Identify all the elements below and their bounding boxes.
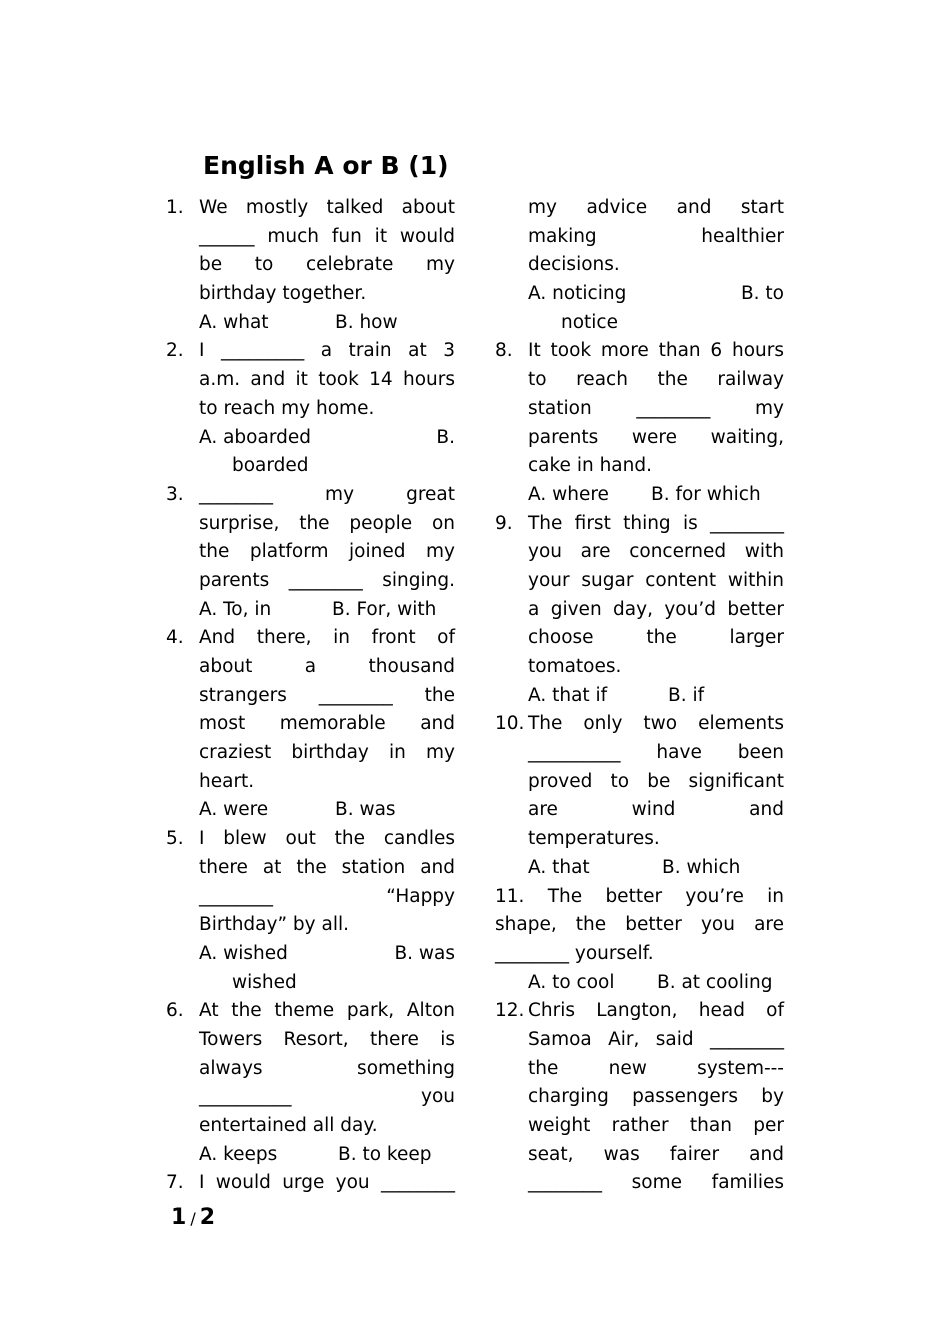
option-b: B. if — [668, 684, 705, 706]
text-line — [166, 337, 455, 366]
question-text: It took more than 6 hours — [528, 340, 784, 362]
option-a: A. wished — [199, 942, 288, 964]
question-text: I would urge you ________ — [199, 1172, 455, 1194]
page-indicator — [171, 1204, 215, 1233]
text-line — [166, 653, 455, 682]
question-text: __________ you — [199, 1086, 455, 1108]
text-line — [166, 223, 455, 252]
text-line — [495, 768, 784, 797]
option-b: B. to — [740, 283, 784, 305]
question-text: __________ have been — [528, 742, 784, 764]
question-text: And there, in front of — [199, 627, 455, 649]
text-line — [166, 1169, 455, 1198]
question-text: ________ some families — [528, 1172, 784, 1194]
text-line — [166, 1055, 455, 1084]
text-line — [166, 682, 455, 711]
question-text: ________ “Happy — [199, 885, 455, 907]
question-text: always something — [199, 1057, 455, 1079]
text-line — [166, 883, 455, 912]
text-line — [495, 596, 784, 625]
question-text: The only two elements — [528, 713, 784, 735]
question-number: 7. — [166, 1172, 184, 1194]
question-text: to reach my home. — [199, 397, 375, 419]
question-text: 11. The better you’re in — [495, 885, 784, 907]
question-number: 12. — [495, 1000, 525, 1022]
question-text: heart. — [199, 770, 255, 792]
text-line — [495, 223, 784, 252]
question-text: my advice and start — [528, 197, 784, 218]
text-line — [166, 624, 455, 653]
question-text: there at the station and — [199, 856, 455, 878]
question-text: decisions. — [528, 254, 620, 276]
question-text: a given day, you’d better — [528, 598, 784, 620]
text-line — [495, 510, 784, 539]
text-line — [166, 538, 455, 567]
question-text: We mostly talked about — [199, 197, 455, 218]
question-text: craziest birthday in my — [199, 742, 455, 764]
option-b: B. at cooling — [657, 971, 773, 993]
text-line — [495, 567, 784, 596]
text-line — [495, 194, 784, 223]
page-number: 1 — [171, 1205, 187, 1230]
question-text: entertained all day. — [199, 1115, 378, 1136]
question-text: Birthday” by all. — [199, 914, 349, 936]
option-continuation: boarded — [232, 455, 309, 477]
text-line — [495, 481, 784, 510]
option-a: A. noticing — [528, 283, 627, 305]
question-text: Chris Langton, head of — [528, 1000, 784, 1022]
text-line — [166, 739, 455, 768]
option-b: B. how — [335, 311, 398, 333]
question-text: charging passengers by — [528, 1086, 784, 1108]
text-line — [495, 653, 784, 682]
question-text: Samoa Air, said ________ — [528, 1028, 784, 1050]
question-text: ______ much fun it would — [199, 225, 455, 247]
text-line — [166, 194, 455, 223]
question-number: 6. — [166, 1000, 184, 1022]
text-line — [495, 1141, 784, 1170]
option-continuation: wished — [232, 971, 297, 993]
text-line — [166, 424, 455, 453]
text-line — [166, 309, 455, 338]
text-line — [166, 969, 455, 998]
question-number: 2. — [166, 340, 184, 362]
text-line — [495, 366, 784, 395]
option-b: B. was — [335, 799, 396, 821]
text-line — [166, 940, 455, 969]
text-line — [166, 1083, 455, 1112]
text-line — [166, 395, 455, 424]
question-text: tomatoes. — [528, 656, 622, 677]
option-b: B. For, with — [332, 598, 437, 620]
question-text: the platform joined my — [199, 541, 455, 563]
text-line — [495, 624, 784, 653]
question-text: a.m. and it took 14 hours — [199, 369, 455, 391]
option-a: A. where — [528, 483, 609, 505]
text-line — [166, 481, 455, 510]
option-a: A. were — [199, 799, 269, 821]
document-title: English A or B (1) — [203, 151, 449, 180]
question-text: shape, the better you are — [495, 914, 784, 936]
text-line — [166, 911, 455, 940]
text-line — [495, 1055, 784, 1084]
option-a: A. that if — [528, 684, 608, 706]
option-b: B. which — [662, 856, 741, 878]
question-text: Towers Resort, there is — [199, 1028, 455, 1050]
option-a: A. aboarded — [199, 426, 311, 448]
text-line — [166, 366, 455, 395]
text-line — [495, 337, 784, 366]
question-number: 3. — [166, 483, 184, 505]
question-number: 10. — [495, 713, 525, 735]
option-a: A. that — [528, 856, 590, 878]
question-text: cake in hand. — [528, 455, 652, 477]
question-text: I _________ a train at 3 — [199, 340, 455, 362]
question-text: surprise, the people on — [199, 512, 455, 534]
question-text: your sugar content within — [528, 569, 784, 591]
question-text: ________ my great — [199, 483, 455, 505]
text-line — [495, 911, 784, 940]
question-text: strangers ________ the — [199, 684, 455, 706]
text-line — [166, 854, 455, 883]
text-line — [166, 768, 455, 797]
text-line — [495, 1026, 784, 1055]
option-b: B. — [436, 426, 455, 448]
text-line — [166, 710, 455, 739]
question-text: seat, was fairer and — [528, 1143, 784, 1165]
text-line — [495, 1112, 784, 1141]
question-text: making healthier — [528, 225, 784, 247]
question-text: station ________ my — [528, 397, 784, 419]
left-column — [166, 194, 455, 1198]
question-text: ________ yourself. — [495, 942, 654, 964]
text-line — [166, 280, 455, 309]
text-line — [166, 825, 455, 854]
question-text: parents were waiting, — [528, 426, 784, 448]
question-number: 1. — [166, 197, 184, 218]
text-line — [495, 395, 784, 424]
question-number: 9. — [495, 512, 513, 534]
text-line — [495, 883, 784, 912]
text-line — [495, 969, 784, 998]
text-line — [495, 424, 784, 453]
option-a: A. what — [199, 311, 269, 333]
question-text: to reach the railway — [528, 369, 784, 391]
question-text: The first thing is ________ — [528, 512, 784, 534]
text-line — [166, 1026, 455, 1055]
right-column — [495, 194, 784, 1198]
option-b: B. to keep — [338, 1143, 432, 1165]
option-a: A. to cool — [528, 971, 615, 993]
text-line — [495, 682, 784, 711]
question-text: most memorable and — [199, 713, 455, 735]
option-a: A. To, in — [199, 598, 272, 620]
text-line — [495, 280, 784, 309]
option-a: A. keeps — [199, 1143, 278, 1165]
text-line — [166, 997, 455, 1026]
question-number: 5. — [166, 828, 184, 850]
text-line — [495, 997, 784, 1026]
question-text: birthday together. — [199, 283, 367, 305]
question-number: 8. — [495, 340, 513, 362]
question-text: weight rather than per — [528, 1115, 784, 1136]
text-line — [166, 1141, 455, 1170]
question-text: parents ________ singing. — [199, 569, 455, 591]
question-text: the new system--- — [528, 1057, 784, 1079]
text-line — [495, 1083, 784, 1112]
text-line — [166, 1112, 455, 1141]
question-text: choose the larger — [528, 627, 784, 649]
question-text: proved to be significant — [528, 770, 784, 792]
text-line — [495, 1169, 784, 1198]
option-b: B. for which — [651, 483, 761, 505]
option-continuation: notice — [561, 311, 618, 333]
question-text: about a thousand — [199, 656, 455, 677]
text-line — [495, 710, 784, 739]
text-line — [166, 796, 455, 825]
question-number: 4. — [166, 627, 184, 649]
text-line — [495, 739, 784, 768]
question-text: At the theme park, Alton — [199, 1000, 455, 1022]
text-line — [495, 309, 784, 338]
text-line — [166, 452, 455, 481]
text-line — [495, 796, 784, 825]
page-total: 2 — [199, 1205, 216, 1230]
question-text: temperatures. — [528, 828, 660, 850]
text-line — [495, 538, 784, 567]
text-line — [495, 825, 784, 854]
text-line — [166, 510, 455, 539]
text-line — [166, 251, 455, 280]
question-text: I blew out the candles — [199, 828, 455, 850]
question-text: are wind and — [528, 799, 784, 821]
text-line — [166, 596, 455, 625]
option-b: B. was — [394, 942, 455, 964]
text-line — [495, 452, 784, 481]
text-line — [495, 940, 784, 969]
question-text: you are concerned with — [528, 541, 784, 563]
text-line — [495, 854, 784, 883]
page-separator: / — [190, 1209, 196, 1228]
text-line — [166, 567, 455, 596]
text-line — [495, 251, 784, 280]
question-text: be to celebrate my — [199, 254, 455, 276]
